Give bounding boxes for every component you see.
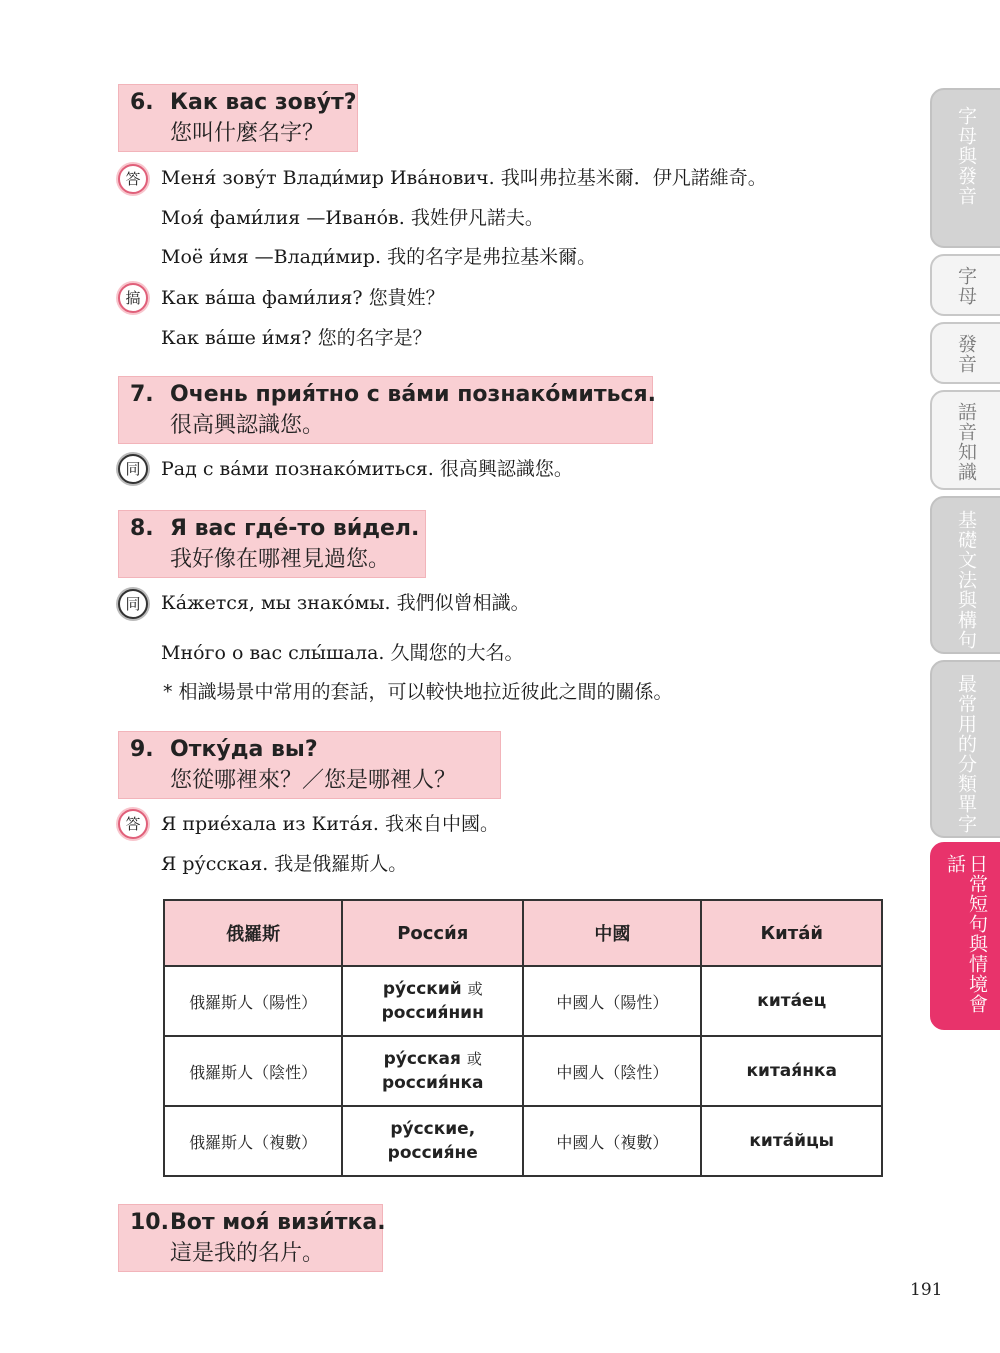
example-line: Мно́го о вас слы́шала. 久聞您的大名。 — [161, 642, 524, 664]
table-cell: ру́сская 或 россия́нка — [342, 1036, 523, 1106]
table-header-cell: 中國 — [523, 900, 701, 966]
table-row — [164, 1036, 882, 1106]
tab-basic-grammar[interactable]: 基礎文法與構句 — [930, 496, 1000, 654]
section-title-ru: Я вас где́-то ви́дел. — [170, 516, 420, 541]
section-title-ru: Как вас зову́т? — [170, 90, 357, 115]
table-row — [164, 1106, 882, 1176]
section-title-ru: Очень прия́тно с ва́ми познако́миться. — [170, 382, 657, 407]
same-badge: 同 — [118, 589, 148, 619]
table-cell: кита́йцы — [701, 1106, 882, 1176]
table-cell: 俄羅斯人（陰性） — [164, 1036, 342, 1106]
section-title-zh: 您叫什麼名字？ — [170, 121, 325, 146]
example-line: Я прие́хала из Кита́я. 我來自中國。 — [161, 813, 499, 835]
table-header-cell: 俄羅斯 — [164, 900, 342, 966]
table-header-row — [164, 900, 882, 966]
example-line: Меня́ зову́т Влади́мир Ива́нович. 我叫弗拉基米爾．伊凡諾維奇。 — [161, 167, 767, 189]
tab-alphabet-pronunciation[interactable]: 字母與發音 — [930, 88, 1000, 248]
example-line: Рад с ва́ми познако́миться. 很高興認識您。 — [161, 458, 573, 480]
example-line: Как ва́ша фами́лия? 您貴姓？ — [161, 287, 445, 309]
example-line: Моя́ фами́лия —Ивано́в. 我姓伊凡諾夫。 — [161, 207, 544, 229]
section-heading-8 — [118, 510, 426, 578]
table-cell: 俄羅斯人（複數） — [164, 1106, 342, 1176]
example-line: Моё и́мя —Влади́мир. 我的名字是弗拉基米爾。 — [161, 246, 597, 268]
alt-badge: 搞 — [118, 283, 148, 313]
section-number: 8. — [130, 516, 154, 541]
answer-badge: 答 — [118, 809, 148, 839]
section-title-zh: 很高興認識您。 — [170, 413, 325, 438]
table-cell: ру́сские, россия́не — [342, 1106, 523, 1176]
page-number: 191 — [910, 1280, 943, 1300]
table-cell: 俄羅斯人（陽性） — [164, 966, 342, 1036]
tab-common-vocabulary[interactable]: 最常用的分類單字 — [930, 660, 1000, 838]
table-header-cell: Росси́я — [342, 900, 523, 966]
table-cell: кита́ец — [701, 966, 882, 1036]
usage-note: * 相識場景中常用的套話，可以較快地拉近彼此之間的關係。 — [163, 681, 673, 703]
section-number: 9. — [130, 737, 154, 762]
section-heading-7 — [118, 376, 657, 444]
example-line: Ка́жется, мы знако́мы. 我們似曾相識。 — [161, 592, 530, 614]
example-line: Как ва́ше и́мя? 您的名字是？ — [161, 327, 432, 349]
section-heading-9 — [118, 731, 501, 799]
same-badge: 同 — [118, 454, 148, 484]
section-title-zh: 我好像在哪裡見過您。 — [170, 547, 391, 572]
table-cell: 中國人（複數） — [523, 1106, 701, 1176]
table-header-cell: Кита́й — [701, 900, 882, 966]
tab-phonetics[interactable]: 語音知識 — [930, 390, 1000, 490]
table-cell: 中國人（陰性） — [523, 1036, 701, 1106]
tab-daily-phrases[interactable]: 日常短句與情境會話 — [930, 842, 1000, 1030]
section-title-ru: Отку́да вы? — [170, 737, 318, 762]
answer-badge: 答 — [118, 164, 148, 194]
table-row — [164, 966, 882, 1036]
tab-pronunciation[interactable]: 發音 — [930, 322, 1000, 384]
section-number: 10. — [130, 1210, 169, 1235]
table-cell: 中國人（陽性） — [523, 966, 701, 1036]
section-title-zh: 您從哪裡來？／您是哪裡人？ — [170, 768, 457, 793]
section-number: 7. — [130, 382, 154, 407]
table-cell: китая́нка — [701, 1036, 882, 1106]
section-title-zh: 這是我的名片。 — [170, 1241, 325, 1266]
example-line: Я ру́сская. 我是俄羅斯人。 — [161, 853, 408, 875]
table-cell: ру́сский 或 россия́нин — [342, 966, 523, 1036]
section-title-ru: Вот моя́ визи́тка. — [170, 1210, 386, 1235]
nationality-table — [163, 899, 883, 1177]
section-heading-10 — [118, 1204, 386, 1272]
tab-alphabet[interactable]: 字母 — [930, 254, 1000, 316]
section-heading-6 — [118, 84, 358, 152]
section-number: 6. — [130, 90, 154, 115]
